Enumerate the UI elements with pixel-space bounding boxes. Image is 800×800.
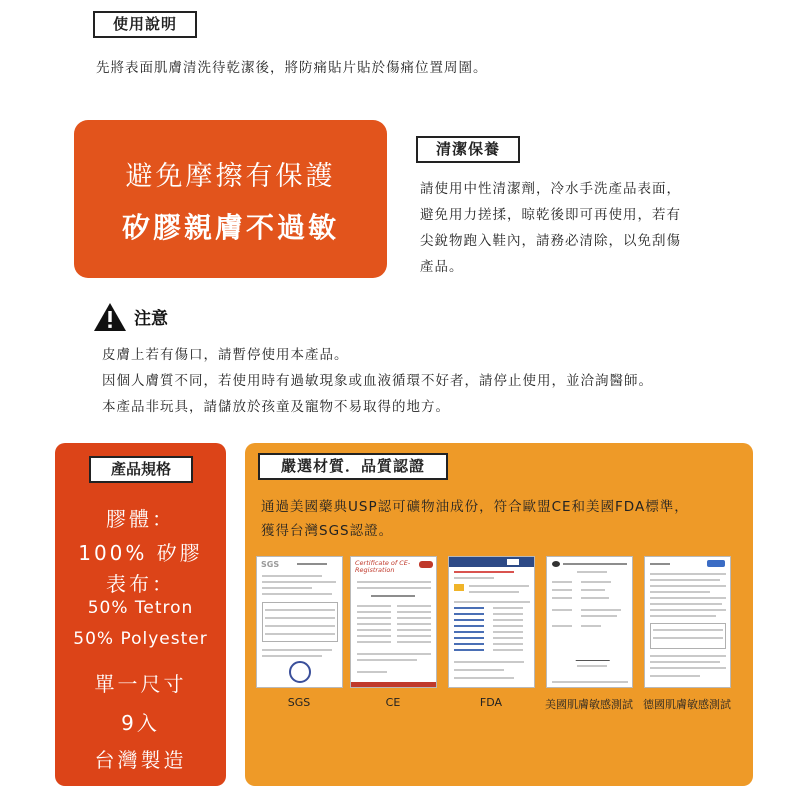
caution-list [102, 342, 653, 420]
spec-line: 50% Polyester [73, 629, 208, 649]
certification-line: 通過美國藥典USP認可礦物油成份，符合歐盟CE和美國FDA標準， [261, 499, 689, 515]
caution-line: 皮膚上若有傷口，請暫停使用本產品。 [102, 347, 349, 363]
promo-headline: 避免摩擦有保護 [125, 161, 336, 192]
certification-section-tag: 嚴選材質．品質認證 [258, 453, 448, 480]
german-skin-test-report-image [644, 556, 731, 688]
usage-instructions: 先將表面肌膚清洗待乾潔後，將防痛貼片貼於傷痛位置周圍。 [96, 60, 488, 76]
spec-line: 50% Tetron [87, 598, 194, 618]
care-line: 請使用中性清潔劑，冷水手洗產品表面， [420, 181, 681, 197]
promo-subheadline: 矽膠親膚不過敏 [121, 211, 339, 244]
spec-line: 100% 矽膠 [78, 541, 203, 565]
caution-line: 因個人膚質不同，若使用時有過敏現象或血液循環不好者，請停止使用，並洽詢醫師。 [102, 373, 653, 389]
ce-certificate-image [350, 556, 437, 688]
specs-section-tag: 產品規格 [89, 456, 193, 483]
fda-certificate-image [448, 556, 535, 688]
certification-card [245, 443, 753, 786]
spec-line: 台灣製造 [94, 748, 187, 772]
certification-description [261, 495, 741, 543]
fda-caption: FDA [479, 696, 503, 709]
german-skin-test-caption: 德國肌膚敏感測試 [643, 698, 731, 711]
sgs-doc-header: SGS [261, 560, 280, 569]
caution-title: 注意 [134, 309, 168, 329]
care-line: 尖銳物跑入鞋內，請務必清除，以免刮傷 [420, 233, 681, 249]
us-skin-test-caption: 美國肌膚敏感測試 [545, 698, 633, 711]
care-section-tag: 清潔保養 [416, 136, 520, 163]
ce-doc-header: Certificate of CE-Registration [355, 559, 411, 574]
care-instructions [420, 176, 730, 280]
sgs-certificate-image [256, 556, 343, 688]
sgs-caption: SGS [287, 696, 311, 709]
spec-line: 9入 [121, 711, 160, 735]
spec-line: 單一尺寸 [94, 672, 187, 696]
ce-caption: CE [385, 696, 401, 709]
specs-card [55, 443, 226, 786]
spec-line: 表布： [106, 572, 175, 596]
usage-section-tag: 使用說明 [93, 11, 197, 38]
warning-triangle-icon [93, 302, 127, 332]
spec-line: 膠體： [106, 507, 175, 531]
caution-line: 本產品非玩具，請儲放於孩童及寵物不易取得的地方。 [102, 399, 450, 415]
promo-banner [74, 120, 387, 278]
us-skin-test-report-image [546, 556, 633, 688]
care-line: 產品。 [420, 259, 464, 275]
care-line: 避免用力搓揉，晾乾後即可再使用，若有 [420, 207, 681, 223]
certification-line: 獲得台灣SGS認證。 [261, 523, 394, 539]
